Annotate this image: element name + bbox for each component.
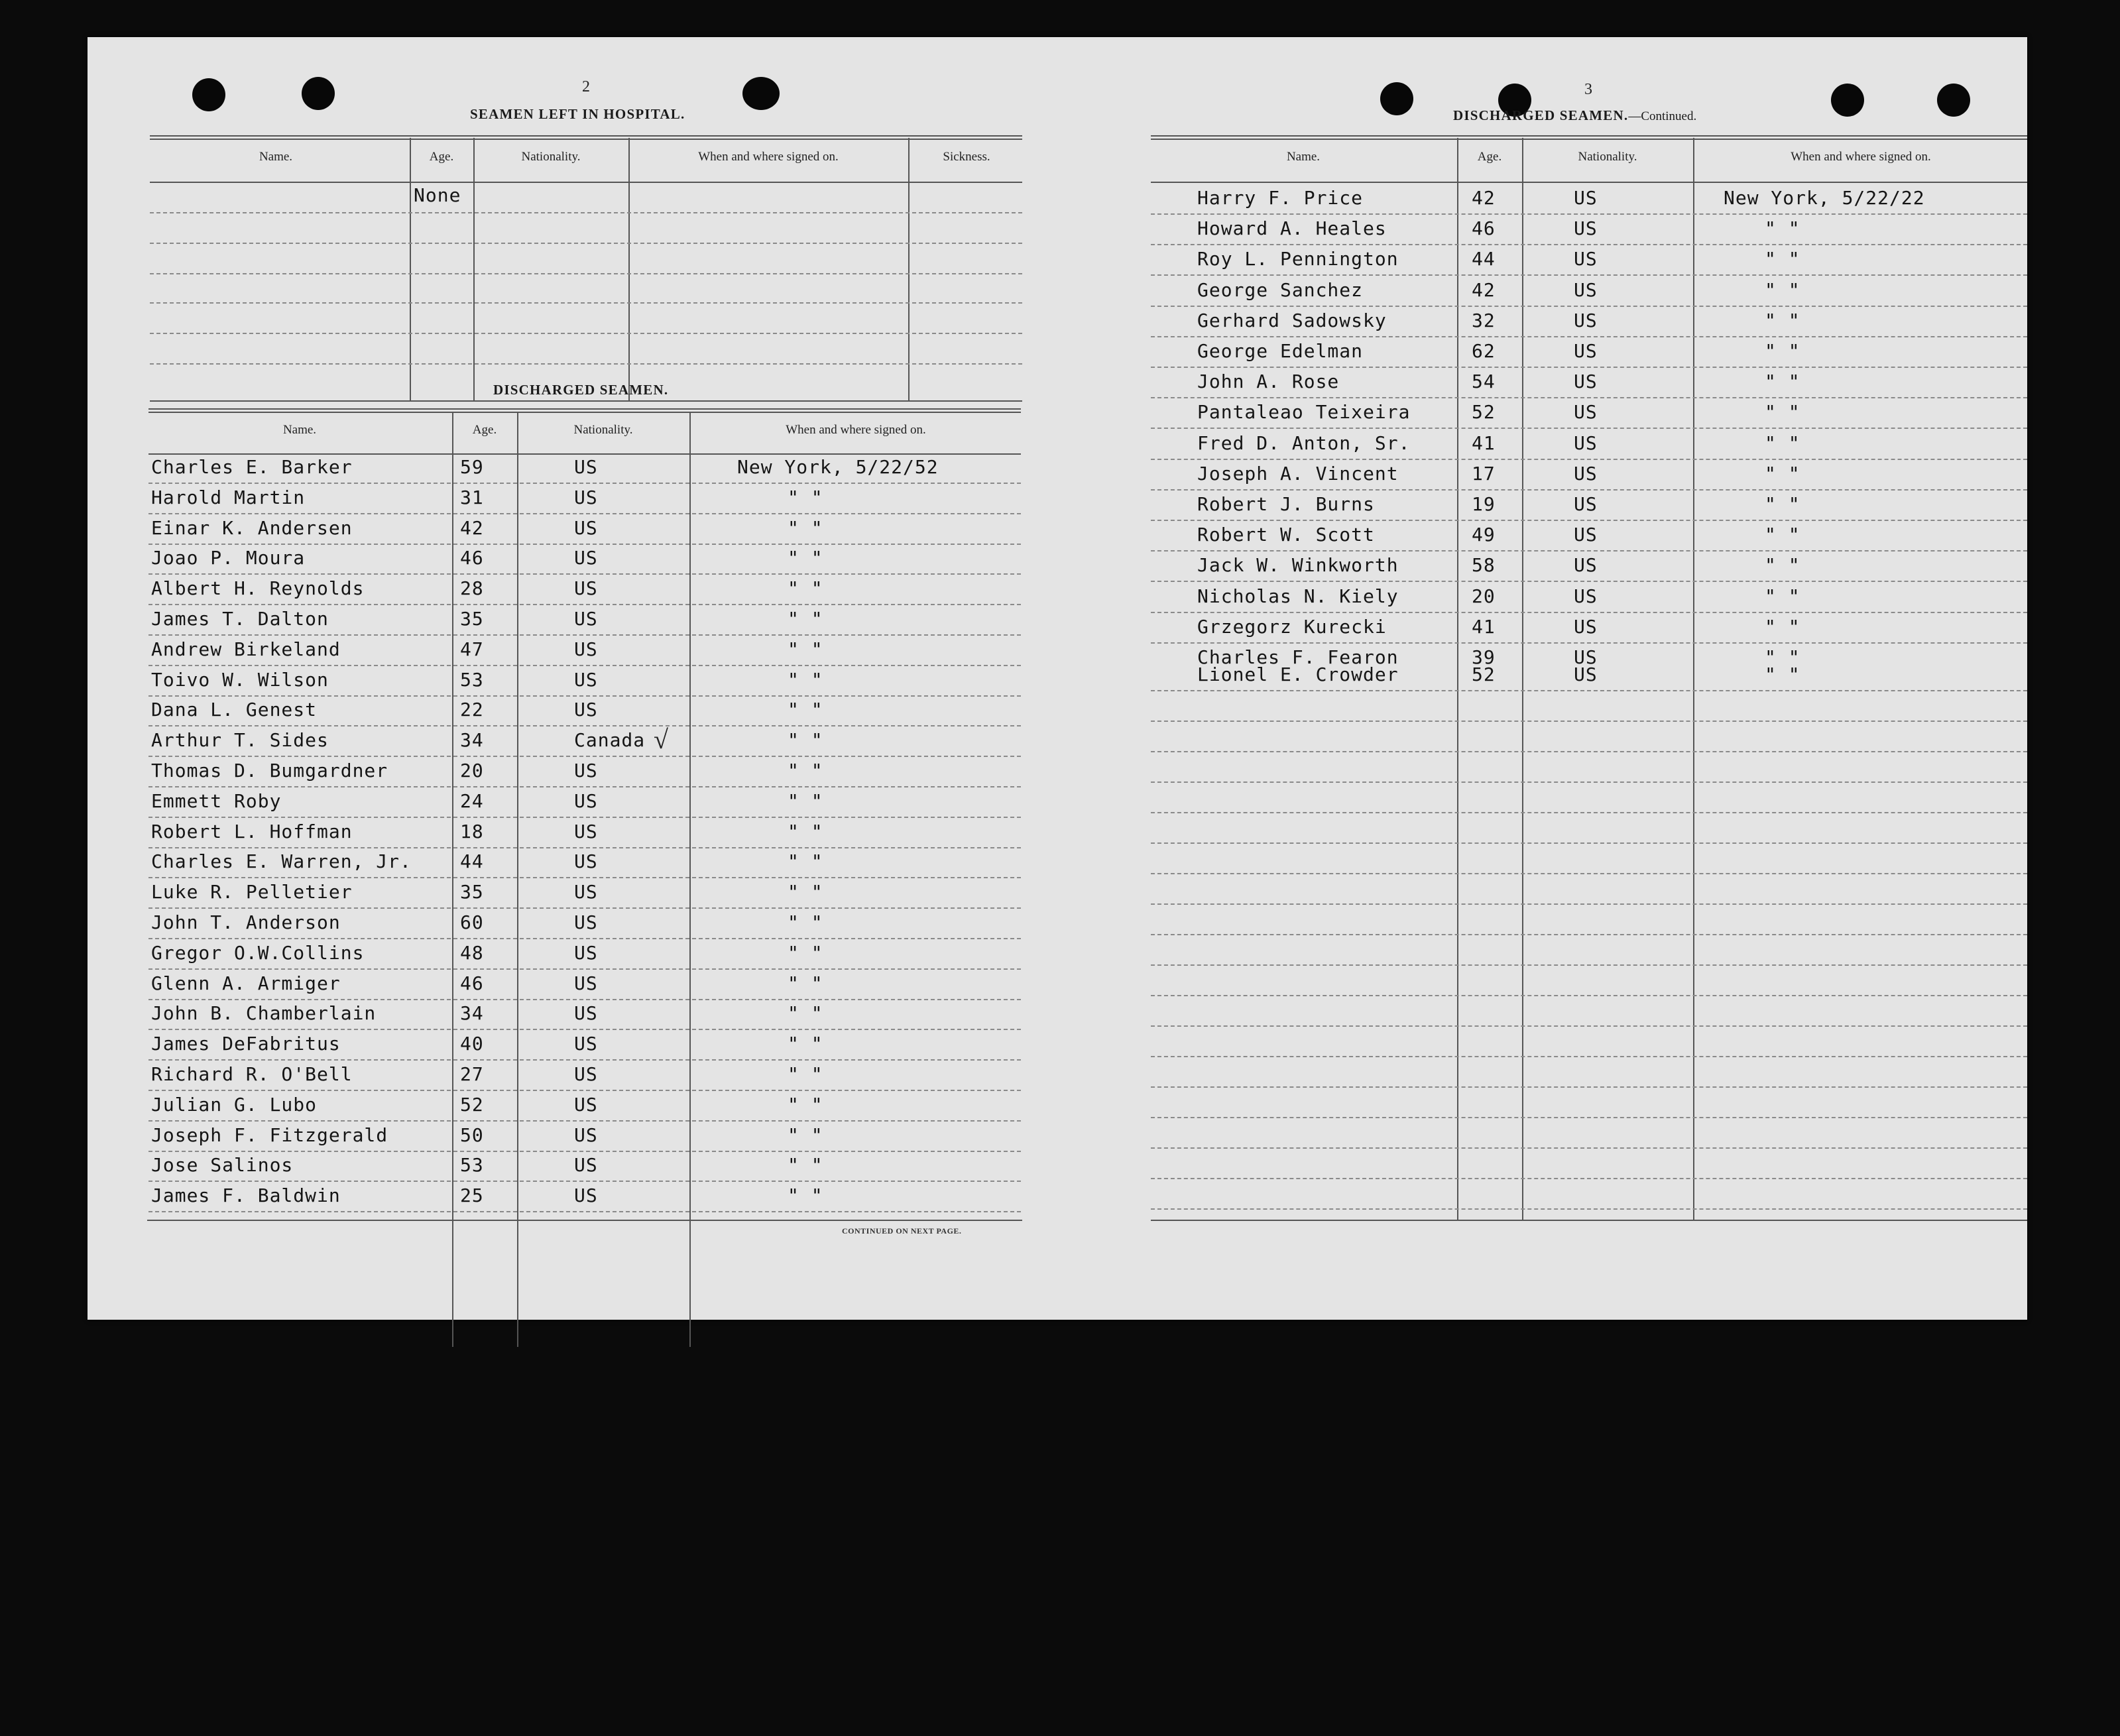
signed-on: New York, 5/22/22 (1724, 187, 1925, 209)
ruled-line (148, 1211, 1021, 1212)
seaman-name: James T. Dalton (151, 608, 329, 630)
seaman-nationality: US (1574, 340, 1598, 362)
seaman-name: Charles E. Warren, Jr. (151, 850, 412, 872)
seaman-nationality: US (1574, 585, 1598, 607)
seaman-name: Lionel E. Crowder (1197, 664, 1399, 685)
right-col-divider (1693, 138, 1694, 1220)
right-col-divider (1522, 138, 1523, 1220)
ruled-line (1151, 244, 2027, 245)
signed-on: " " (788, 911, 823, 933)
ruled-line (1151, 781, 2027, 783)
hospital-col-name: Name. (259, 150, 293, 164)
seaman-nationality: US (574, 1154, 598, 1176)
signed-on: " " (1765, 279, 1800, 301)
ruled-line (1151, 459, 2027, 460)
signed-on: " " (788, 790, 823, 812)
seaman-age: 34 (460, 729, 484, 751)
seaman-nationality: US (574, 911, 598, 933)
ruled-line (1151, 367, 2027, 368)
seaman-nationality: US (574, 547, 598, 569)
signed-on: " " (788, 1185, 823, 1206)
seaman-name: Howard A. Heales (1197, 217, 1387, 239)
ruled-line (1151, 842, 2027, 844)
punch-hole (1937, 84, 1970, 117)
punch-hole (1380, 82, 1413, 115)
seaman-name: James DeFabritus (151, 1033, 341, 1055)
punch-hole (302, 77, 335, 110)
seaman-age: 32 (1472, 310, 1496, 331)
right-table-top-rule (1151, 135, 2027, 140)
ruled-line (148, 1181, 1021, 1182)
signed-on: " " (788, 517, 823, 539)
signed-on: " " (1765, 646, 1800, 668)
seaman-nationality: US (1574, 463, 1598, 485)
seaman-nationality: US (574, 487, 598, 508)
signed-on: " " (788, 1033, 823, 1055)
ruled-line (1151, 428, 2027, 429)
signed-on: " " (1765, 463, 1800, 485)
hospital-col-divider (628, 138, 630, 402)
ruled-line (150, 212, 1022, 213)
discharged-col-nationality: Nationality. (573, 423, 633, 437)
seaman-age: 20 (460, 760, 484, 781)
seaman-nationality: US (574, 1185, 598, 1206)
ruled-line (1151, 873, 2027, 874)
seaman-name: Charles E. Barker (151, 456, 353, 478)
hospital-age-value: None (414, 184, 461, 206)
seaman-age: 58 (1472, 554, 1496, 576)
seaman-nationality: US (574, 972, 598, 994)
ruled-line (148, 513, 1021, 514)
seaman-nationality: US (1574, 310, 1598, 331)
seaman-nationality: US (574, 821, 598, 842)
ruled-line (1151, 751, 2027, 752)
signed-on: " " (788, 669, 823, 691)
seaman-nationality: US (1574, 616, 1598, 638)
seaman-age: 31 (460, 487, 484, 508)
ruled-line (1151, 1056, 2027, 1057)
seaman-name: Robert J. Burns (1197, 493, 1375, 515)
ruled-line (1151, 1025, 2027, 1027)
ruled-line (148, 573, 1021, 575)
signed-on: " " (788, 881, 823, 903)
seaman-age: 62 (1472, 340, 1496, 362)
hospital-col-divider (410, 138, 411, 402)
seaman-age: 27 (460, 1063, 484, 1085)
discharged-section-title: DISCHARGED SEAMEN. (493, 382, 669, 398)
seaman-nationality: US (1574, 432, 1598, 454)
signed-on: " " (788, 821, 823, 842)
discharged-col-divider (517, 412, 518, 1347)
seaman-name: Einar K. Andersen (151, 517, 353, 539)
seaman-name: Gregor O.W.Collins (151, 942, 365, 964)
check-mark: √ (654, 724, 668, 754)
seaman-age: 50 (460, 1124, 484, 1146)
ruled-line (1151, 721, 2027, 722)
seaman-age: 42 (1472, 187, 1496, 209)
seaman-nationality: US (574, 456, 598, 478)
signed-on: " " (1765, 217, 1800, 239)
seaman-age: 48 (460, 942, 484, 964)
ruled-line (1151, 995, 2027, 996)
seaman-name: Fred D. Anton, Sr. (1197, 432, 1411, 454)
hospital-col-signed: When and where signed on. (698, 150, 839, 164)
seaman-age: 60 (460, 911, 484, 933)
seaman-nationality: US (574, 850, 598, 872)
ruled-line (148, 1120, 1021, 1122)
signed-on: " " (788, 972, 823, 994)
hospital-table-bottom-rule (150, 400, 1022, 402)
continued-note: CONTINUED ON NEXT PAGE. (842, 1226, 962, 1236)
ruled-line (148, 756, 1021, 757)
seaman-nationality: US (1574, 493, 1598, 515)
ruled-line (148, 1029, 1021, 1030)
ruled-line (1151, 1147, 2027, 1149)
ruled-line (1151, 964, 2027, 966)
seaman-name: Julian G. Lubo (151, 1094, 318, 1116)
seaman-name: Roy L. Pennington (1197, 248, 1399, 270)
ruled-line (1151, 489, 2027, 491)
ruled-line (1151, 1208, 2027, 1210)
ruled-line (1151, 690, 2027, 691)
seaman-name: Joseph F. Fitzgerald (151, 1124, 388, 1146)
seaman-nationality: Canada (574, 729, 646, 751)
seaman-age: 18 (460, 821, 484, 842)
signed-on: " " (1765, 432, 1800, 454)
hospital-col-nationality: Nationality. (521, 150, 581, 164)
seaman-nationality: US (574, 760, 598, 781)
ruled-line (148, 634, 1021, 636)
seaman-nationality: US (1574, 187, 1598, 209)
signed-on: " " (788, 1154, 823, 1176)
ruled-line (1151, 1117, 2027, 1118)
signed-on: " " (1765, 554, 1800, 576)
seaman-name: Harry F. Price (1197, 187, 1364, 209)
seaman-name: Jack W. Winkworth (1197, 554, 1399, 576)
seaman-nationality: US (1574, 217, 1598, 239)
right-col-divider (1457, 138, 1458, 1220)
seaman-name: Grzegorz Kurecki (1197, 616, 1387, 638)
seaman-nationality: US (1574, 401, 1598, 423)
seaman-age: 25 (460, 1185, 484, 1206)
seaman-name: Robert L. Hoffman (151, 821, 353, 842)
seaman-nationality: US (1574, 646, 1598, 668)
punch-hole (742, 77, 780, 110)
ruled-line (1151, 213, 2027, 215)
seaman-nationality: US (574, 669, 598, 691)
signed-on: New York, 5/22/52 (737, 456, 939, 478)
ruled-line (1151, 306, 2027, 307)
title-suffix: —Continued. (1628, 109, 1697, 123)
signed-on: " " (788, 487, 823, 508)
seaman-name: Toivo W. Wilson (151, 669, 329, 691)
seaman-age: 17 (1472, 463, 1496, 485)
seaman-name: George Edelman (1197, 340, 1364, 362)
hospital-col-divider (473, 138, 475, 402)
seaman-name: Dana L. Genest (151, 699, 318, 721)
seaman-name: Gerhard Sadowsky (1197, 310, 1387, 331)
seaman-name: Richard R. O'Bell (151, 1063, 353, 1085)
hospital-section-title: SEAMEN LEFT IN HOSPITAL. (470, 106, 685, 122)
signed-on: " " (788, 577, 823, 599)
seaman-name: Glenn A. Armiger (151, 972, 341, 994)
seaman-nationality: US (574, 699, 598, 721)
seaman-nationality: US (574, 942, 598, 964)
seaman-nationality: US (574, 638, 598, 660)
seaman-name: Joseph A. Vincent (1197, 463, 1399, 485)
discharged-col-name: Name. (282, 423, 317, 437)
seaman-age: 41 (1472, 432, 1496, 454)
discharged-col-divider (452, 412, 453, 1347)
hospital-header-rule (150, 182, 1022, 183)
signed-on: " " (788, 699, 823, 721)
seaman-age: 19 (1472, 493, 1496, 515)
seaman-age: 46 (1472, 217, 1496, 239)
ruled-line (148, 938, 1021, 939)
seaman-nationality: US (574, 1124, 598, 1146)
ruled-line (148, 725, 1021, 726)
discharged-table-top-rule (148, 408, 1021, 413)
seaman-age: 53 (460, 1154, 484, 1176)
signed-on: " " (788, 608, 823, 630)
ruled-line (1151, 336, 2027, 337)
signed-on: " " (788, 547, 823, 569)
ruled-line (148, 968, 1021, 970)
signed-on: " " (788, 850, 823, 872)
seaman-age: 54 (1472, 371, 1496, 392)
seaman-nationality: US (574, 577, 598, 599)
seaman-age: 39 (1472, 646, 1496, 668)
discharged-col-signed: When and where signed on. (786, 423, 926, 437)
seaman-age: 35 (460, 608, 484, 630)
right-col-age: Age. (1477, 150, 1502, 164)
seaman-nationality: US (574, 1063, 598, 1085)
seaman-nationality: US (1574, 524, 1598, 546)
manifest-sheet (88, 37, 2027, 1320)
seaman-name: Albert H. Reynolds (151, 577, 365, 599)
ruled-line (148, 483, 1021, 484)
signed-on: " " (788, 1124, 823, 1146)
hospital-col-age: Age. (429, 150, 454, 164)
page-number: 2 (582, 78, 590, 95)
ruled-line (1151, 550, 2027, 551)
seaman-age: 59 (460, 456, 484, 478)
ruled-line (1151, 903, 2027, 905)
signed-on: " " (1765, 493, 1800, 515)
ruled-line (148, 847, 1021, 848)
seaman-nationality: US (574, 517, 598, 539)
ruled-line (148, 877, 1021, 878)
seaman-name: Charles F. Fearon (1197, 646, 1399, 668)
discharged-col-divider (689, 412, 691, 1347)
signed-on: " " (1765, 664, 1800, 685)
ruled-line (1151, 274, 2027, 276)
seaman-name: Andrew Birkeland (151, 638, 341, 660)
seaman-age: 47 (460, 638, 484, 660)
ruled-line (1151, 1086, 2027, 1088)
title-text: DISCHARGED SEAMEN. (1453, 107, 1629, 123)
signed-on: " " (788, 1094, 823, 1116)
discharged-continued-title (1453, 107, 1696, 124)
ruled-line (1151, 612, 2027, 613)
seaman-age: 49 (1472, 524, 1496, 546)
seaman-nationality: US (574, 1033, 598, 1055)
seaman-age: 46 (460, 972, 484, 994)
seaman-name: Robert W. Scott (1197, 524, 1375, 546)
ruled-line (148, 665, 1021, 666)
ruled-line (148, 817, 1021, 818)
ruled-line (1151, 1178, 2027, 1179)
seaman-nationality: US (574, 1094, 598, 1116)
signed-on: " " (1765, 524, 1800, 546)
ruled-line (150, 333, 1022, 334)
seaman-name: Joao P. Moura (151, 547, 306, 569)
right-col-signed: When and where signed on. (1791, 150, 1931, 164)
seaman-age: 52 (1472, 664, 1496, 685)
right-header-rule (1151, 182, 2027, 183)
ruled-line (1151, 642, 2027, 644)
signed-on: " " (788, 1063, 823, 1085)
seaman-nationality: US (574, 790, 598, 812)
seaman-name: George Sanchez (1197, 279, 1364, 301)
ruled-line (148, 604, 1021, 605)
ruled-line (1151, 397, 2027, 398)
ruled-line (1151, 934, 2027, 935)
signed-on: " " (1765, 401, 1800, 423)
seaman-age: 22 (460, 699, 484, 721)
signed-on: " " (1765, 585, 1800, 607)
signed-on: " " (788, 760, 823, 781)
punch-hole (192, 78, 225, 111)
punch-hole (1831, 84, 1864, 117)
hospital-col-sickness: Sickness. (943, 150, 990, 164)
ruled-line (148, 907, 1021, 909)
seaman-age: 46 (460, 547, 484, 569)
seaman-name: Harold Martin (151, 487, 306, 508)
seaman-age: 42 (460, 517, 484, 539)
ruled-line (148, 1151, 1021, 1152)
signed-on: " " (1765, 310, 1800, 331)
discharged-header-rule (148, 453, 1021, 455)
seaman-name: Thomas D. Bumgardner (151, 760, 388, 781)
ruled-line (148, 1059, 1021, 1061)
right-col-nationality: Nationality. (1578, 150, 1637, 164)
seaman-age: 35 (460, 881, 484, 903)
seaman-nationality: US (1574, 371, 1598, 392)
seaman-name: Jose Salinos (151, 1154, 294, 1176)
seaman-age: 34 (460, 1002, 484, 1024)
signed-on: " " (788, 729, 823, 751)
ruled-line (1151, 581, 2027, 582)
seaman-nationality: US (574, 1002, 598, 1024)
seaman-nationality: US (574, 881, 598, 903)
signed-on: " " (1765, 248, 1800, 270)
ruled-line (148, 999, 1021, 1000)
seaman-name: John B. Chamberlain (151, 1002, 377, 1024)
seaman-nationality: US (1574, 664, 1598, 685)
seaman-age: 41 (1472, 616, 1496, 638)
seaman-age: 52 (460, 1094, 484, 1116)
right-table-bottom-rule (1151, 1220, 2027, 1221)
signed-on: " " (1765, 616, 1800, 638)
seaman-nationality: US (1574, 248, 1598, 270)
signed-on: " " (788, 1002, 823, 1024)
discharged-col-age: Age. (472, 423, 497, 437)
ruled-line (150, 363, 1022, 365)
seaman-age: 44 (1472, 248, 1496, 270)
signed-on: " " (788, 638, 823, 660)
signed-on: " " (788, 942, 823, 964)
seaman-age: 53 (460, 669, 484, 691)
seaman-age: 52 (1472, 401, 1496, 423)
seaman-age: 42 (1472, 279, 1496, 301)
seaman-name: Nicholas N. Kiely (1197, 585, 1399, 607)
signed-on: " " (1765, 340, 1800, 362)
ruled-line (148, 695, 1021, 697)
seaman-name: Pantaleao Teixeira (1197, 401, 1411, 423)
ruled-line (150, 302, 1022, 304)
seaman-name: John T. Anderson (151, 911, 341, 933)
seaman-name: Emmett Roby (151, 790, 282, 812)
seaman-name: James F. Baldwin (151, 1185, 341, 1206)
seaman-name: Luke R. Pelletier (151, 881, 353, 903)
seaman-nationality: US (1574, 279, 1598, 301)
seaman-age: 24 (460, 790, 484, 812)
ruled-line (150, 243, 1022, 244)
ruled-line (148, 786, 1021, 787)
ruled-line (148, 544, 1021, 545)
signed-on: " " (1765, 371, 1800, 392)
ruled-line (1151, 520, 2027, 521)
hospital-table-top-rule (150, 135, 1022, 140)
left-table-bottom-rule (147, 1220, 1022, 1221)
seaman-name: Arthur T. Sides (151, 729, 329, 751)
ruled-line (148, 1090, 1021, 1091)
seaman-age: 44 (460, 850, 484, 872)
page-number: 3 (1584, 81, 1592, 98)
seaman-nationality: US (1574, 554, 1598, 576)
seaman-age: 40 (460, 1033, 484, 1055)
seaman-name: John A. Rose (1197, 371, 1340, 392)
ruled-line (150, 273, 1022, 274)
right-col-name: Name. (1286, 150, 1321, 164)
seaman-age: 20 (1472, 585, 1496, 607)
ruled-line (1151, 812, 2027, 813)
seaman-age: 28 (460, 577, 484, 599)
seaman-nationality: US (574, 608, 598, 630)
hospital-col-divider (908, 138, 910, 402)
